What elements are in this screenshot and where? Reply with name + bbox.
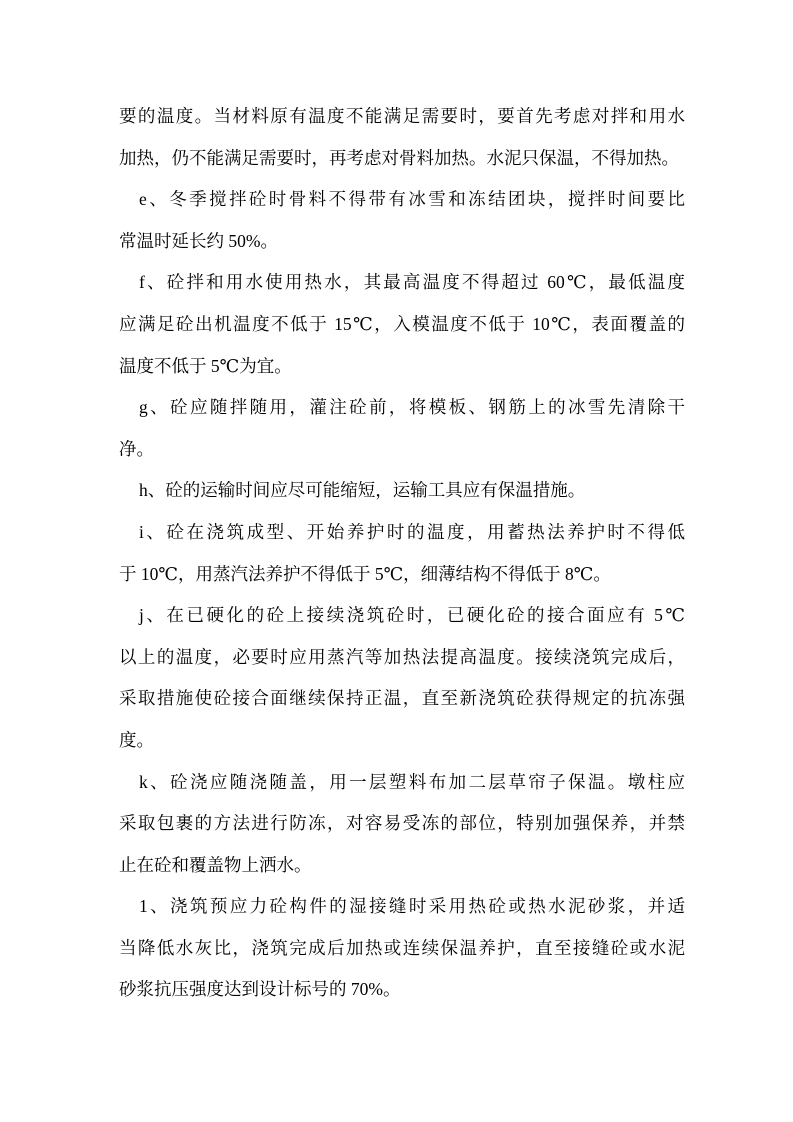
text-line: 当降低水灰比，浇筑完成后加热或连续保温养护，直至接缝砼或水泥: [119, 937, 685, 958]
text-line: 以上的温度，必要时应用蒸汽等加热法提高温度。接续浇筑完成后，: [119, 646, 685, 667]
text-line: 要的温度。当材料原有温度不能满足需要时，要首先考虑对拌和用水: [119, 106, 685, 126]
text-line: e、冬季搅拌砼时骨料不得带有冰雪和冻结团块，搅拌时间要比: [139, 189, 685, 210]
text-line: 常温时延长约 50%。: [119, 230, 278, 251]
text-line: h、砼的运输时间应尽可能缩短，运输工具应有保温措施。: [139, 480, 586, 501]
text-line: 温度不低于 5℃为宜。: [119, 355, 292, 376]
text-line: 采取措施使砼接合面继续保持正温，直至新浇筑砼获得规定的抗冻强: [119, 688, 685, 709]
text-line: 加热，仍不能满足需要时，再考虑对骨料加热。水泥只保温，不得加热。: [119, 147, 679, 168]
text-line: k、砼浇应随浇随盖，用一层塑料布加二层草帘子保温。墩柱应: [139, 771, 685, 792]
text-line: 止在砼和覆盖物上洒水。: [119, 854, 312, 875]
text-line: i、砼在浇筑成型、开始养护时的温度，用蓄热法养护时不得低: [139, 521, 685, 542]
text-line: 采取包裹的方法进行防冻，对容易受冻的部位，特别加强保养，并禁: [119, 813, 685, 834]
text-line: g、砼应随拌随用，灌注砼前，将模板、钢筋上的冰雪先清除干: [139, 397, 685, 418]
text-line: f、砼拌和用水使用热水，其最高温度不得超过 60℃，最低温度: [139, 272, 685, 293]
text-line: j、在已硬化的砼上接续浇筑砼时，已硬化砼的接合面应有 5℃: [139, 605, 685, 626]
text-line: 1、浇筑预应力砼构件的湿接缝时采用热砼或热水泥砂浆，并适: [139, 896, 685, 917]
document-body: [119, 96, 685, 1011]
text-line: 度。: [119, 729, 154, 750]
text-line: 于 10℃，用蒸汽法养护不得低于 5℃，细薄结构不得低于 8℃。: [119, 563, 611, 584]
text-line: 砂浆抗压强度达到设计标号的 70%。: [119, 979, 401, 1000]
text-line: 应满足砼出机温度不低于 15℃，入模温度不低于 10℃，表面覆盖的: [119, 313, 685, 334]
text-line: 净。: [119, 438, 154, 459]
